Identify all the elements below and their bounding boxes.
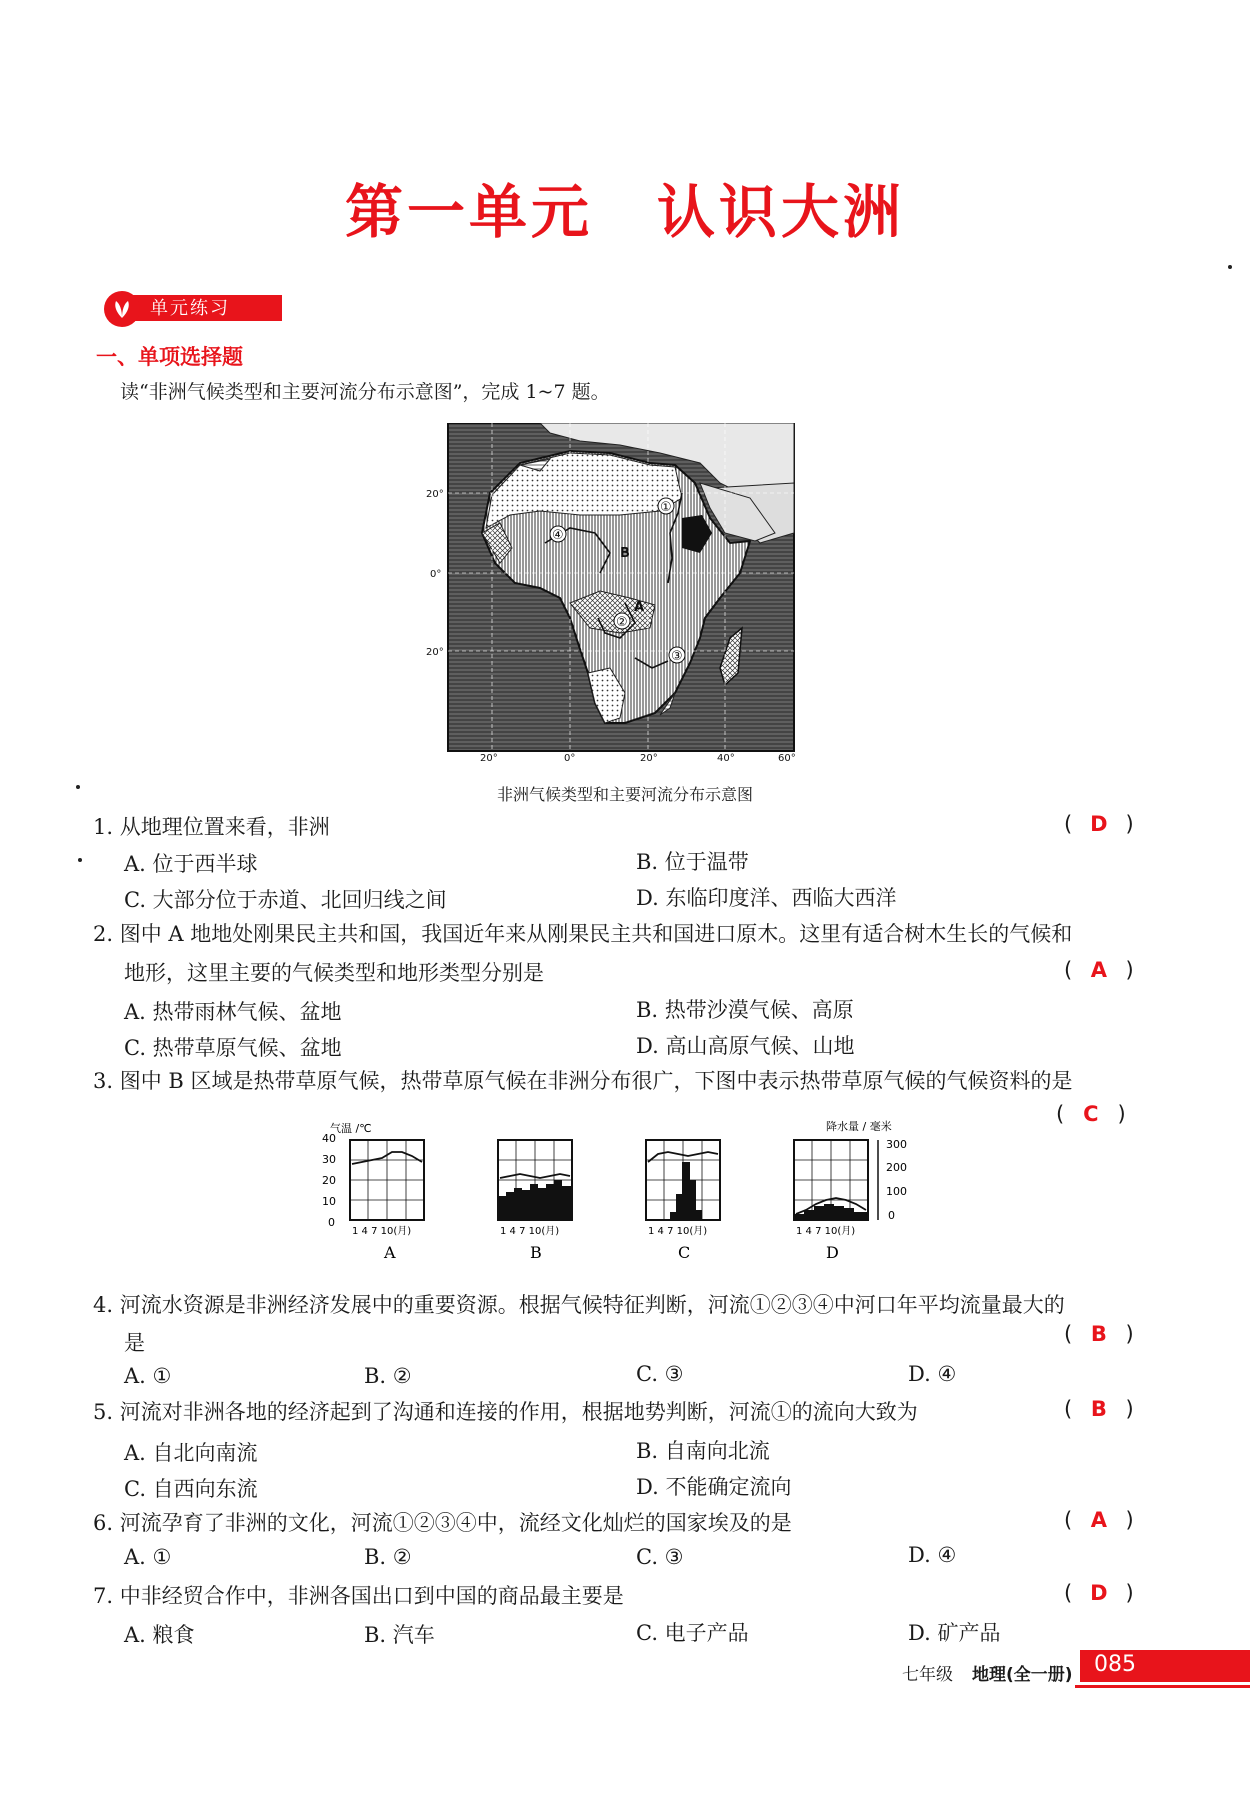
q7-option-a: A. 粮食 xyxy=(124,1623,195,1647)
marker-B: B xyxy=(620,546,630,561)
q1-option-d: D. 东临印度洋、西临大西洋 xyxy=(636,886,897,910)
badge-label: 单元练习 xyxy=(150,298,230,319)
precip-tick-300: 300 xyxy=(886,1138,907,1151)
scan-dot xyxy=(78,858,82,862)
q6-answer: ( A ) xyxy=(1064,1508,1134,1532)
unit-title-number: 第一单元 xyxy=(344,178,593,246)
section-title: 一、单项选择题 xyxy=(96,345,243,369)
q4-option-d: D. ④ xyxy=(908,1362,957,1386)
q2-answer: ( A ) xyxy=(1064,958,1134,982)
chart-d-label: D xyxy=(826,1243,839,1262)
temp-tick-20: 20 xyxy=(322,1174,336,1187)
q4-option-b: B. ② xyxy=(364,1364,412,1388)
q5-option-d: D. 不能确定流向 xyxy=(636,1475,792,1499)
marker-A: A xyxy=(634,600,645,615)
temp-tick-10: 10 xyxy=(322,1195,336,1208)
q1-text: 从地理位置来看，非洲 xyxy=(119,815,330,839)
q4-answer: ( B ) xyxy=(1064,1322,1134,1346)
q2-answer-letter: A xyxy=(1090,958,1107,982)
temp-axis-label: 气温 /℃ xyxy=(330,1122,372,1135)
q5-text: 河流对非洲各地的经济起到了沟通和连接的作用，根据地势判断，河流①的流向大致为 xyxy=(119,1400,918,1424)
q7-answer: ( D ) xyxy=(1064,1581,1134,1605)
q5-answer: ( B ) xyxy=(1064,1397,1134,1421)
precip-tick-200: 200 xyxy=(886,1161,907,1174)
lon-label-0: 0° xyxy=(564,753,576,763)
q2-num: 2. xyxy=(93,922,114,946)
q5-option-c: C. 自西向东流 xyxy=(124,1477,258,1501)
temp-tick-40: 40 xyxy=(322,1132,336,1145)
page-number xyxy=(1080,1650,1250,1682)
temp-tick-30: 30 xyxy=(322,1153,336,1166)
q3-text: 图中 B 区域是热带草原气候，热带草原气候在非洲分布很广，下图中表示热带草原气候的气候资料的是 xyxy=(119,1069,1073,1093)
scan-dot xyxy=(76,785,80,789)
q7-num: 7. xyxy=(93,1584,114,1608)
lon-label-20w: 20° xyxy=(480,753,498,763)
marker-2: ② xyxy=(616,615,628,630)
q6-text: 河流孕育了非洲的文化，河流①②③④中，流经文化灿烂的国家埃及的是 xyxy=(119,1511,792,1535)
question-3 xyxy=(93,1066,1073,1096)
chart-b-months: 1 4 7 10(月) xyxy=(500,1226,560,1237)
climate-chart-c xyxy=(646,1140,720,1262)
climate-chart-a xyxy=(350,1140,424,1262)
lon-label-20e: 20° xyxy=(640,753,658,763)
q2-text-line2: 地形，这里主要的气候类型和地形类型分别是 xyxy=(124,961,544,985)
temp-tick-0: 0 xyxy=(328,1216,335,1229)
q4-option-a: A. ① xyxy=(124,1364,172,1388)
q6-option-c: C. ③ xyxy=(636,1545,684,1569)
leaf-icon xyxy=(104,291,140,327)
q7-answer-letter: D xyxy=(1090,1581,1108,1605)
q2-option-a: A. 热带雨林气候、盆地 xyxy=(124,1000,342,1024)
q2-option-c: C. 热带草原气候、盆地 xyxy=(124,1036,342,1060)
question-4 xyxy=(93,1290,1065,1320)
chart-a-months: 1 4 7 10(月) xyxy=(352,1226,412,1237)
scan-dot xyxy=(1228,265,1232,269)
chart-d-months: 1 4 7 10(月) xyxy=(796,1226,856,1237)
chart-c-months: 1 4 7 10(月) xyxy=(648,1226,708,1237)
chart-a-label: A xyxy=(384,1243,396,1262)
africa-climate-map xyxy=(420,423,800,763)
q7-option-d: D. 矿产品 xyxy=(908,1621,1001,1645)
q4-option-c: C. ③ xyxy=(636,1362,684,1386)
q4-answer-letter: B xyxy=(1090,1322,1107,1346)
marker-1: ① xyxy=(660,500,672,515)
lat-label-20n: 20° xyxy=(426,489,444,500)
unit-title xyxy=(0,165,1250,249)
climate-chart-d xyxy=(794,1140,878,1262)
q6-option-a: A. ① xyxy=(124,1545,172,1569)
climate-charts xyxy=(318,1118,918,1282)
footer-subject: 地理(全一册) xyxy=(972,1665,1073,1685)
footer-rule xyxy=(1075,1685,1250,1688)
q5-num: 5. xyxy=(93,1400,114,1424)
marker-3: ③ xyxy=(671,649,683,664)
lat-label-20s: 20° xyxy=(426,647,444,658)
q6-answer-letter: A xyxy=(1090,1508,1107,1532)
climate-chart-b xyxy=(498,1140,572,1262)
q1-option-c: C. 大部分位于赤道、北回归线之间 xyxy=(124,888,447,912)
q5-option-a: A. 自北向南流 xyxy=(124,1441,258,1465)
q5-answer-letter: B xyxy=(1090,1397,1107,1421)
q1-answer-letter: D xyxy=(1090,812,1108,836)
marker-4: ④ xyxy=(552,528,564,543)
precip-tick-0: 0 xyxy=(888,1209,895,1222)
q4-text-line2: 是 xyxy=(124,1331,145,1355)
lon-label-60e: 60° xyxy=(778,753,796,763)
q4-num: 4. xyxy=(93,1293,114,1317)
q5-option-b: B. 自南向北流 xyxy=(636,1439,770,1463)
q1-option-a: A. 位于西半球 xyxy=(124,852,258,876)
q1-answer: ( D ) xyxy=(1064,812,1134,836)
q1-num: 1. xyxy=(93,815,114,839)
unit-title-name: 认识大洲 xyxy=(657,178,906,246)
lat-label-0: 0° xyxy=(430,569,442,580)
chart-c-label: C xyxy=(678,1243,691,1262)
precip-tick-100: 100 xyxy=(886,1185,907,1198)
q7-option-b: B. 汽车 xyxy=(364,1623,435,1647)
map-caption: 非洲气候类型和主要河流分布示意图 xyxy=(496,785,753,804)
q3-answer-letter: C xyxy=(1083,1102,1099,1126)
q3-answer: ( C ) xyxy=(1056,1102,1126,1126)
question-6 xyxy=(93,1508,792,1538)
question-7 xyxy=(93,1581,624,1611)
q2-option-d: D. 高山高原气候、山地 xyxy=(636,1034,855,1058)
q6-num: 6. xyxy=(93,1511,114,1535)
q6-option-b: B. ② xyxy=(364,1545,412,1569)
question-2 xyxy=(93,919,1072,949)
intro-text: 读“非洲气候类型和主要河流分布示意图”，完成 1~7 题。 xyxy=(120,381,610,403)
q1-option-b: B. 位于温带 xyxy=(636,850,749,874)
chart-b-label: B xyxy=(530,1243,542,1262)
footer-grade: 七年级 xyxy=(902,1665,953,1685)
q4-text: 河流水资源是非洲经济发展中的重要资源。根据气候特征判断，河流①②③④中河口年平均流量最大的 xyxy=(119,1293,1065,1317)
question-5 xyxy=(93,1397,918,1427)
q2-option-b: B. 热带沙漠气候、高原 xyxy=(636,998,854,1022)
question-1 xyxy=(93,812,330,842)
q7-text: 中非经贸合作中，非洲各国出口到中国的商品最主要是 xyxy=(119,1584,624,1608)
q3-num: 3. xyxy=(93,1069,114,1093)
q7-option-c: C. 电子产品 xyxy=(636,1621,749,1645)
section-badge xyxy=(104,291,280,325)
precip-axis-label: 降水量 / 毫米 xyxy=(826,1120,892,1133)
q2-text: 图中 A 地地处刚果民主共和国，我国近年来从刚果民主共和国进口原木。这里有适合树木生长的气候和 xyxy=(119,922,1073,946)
lon-label-40e: 40° xyxy=(717,753,735,763)
q6-option-d: D. ④ xyxy=(908,1543,957,1567)
page-number-text: 085 xyxy=(1094,1652,1136,1677)
